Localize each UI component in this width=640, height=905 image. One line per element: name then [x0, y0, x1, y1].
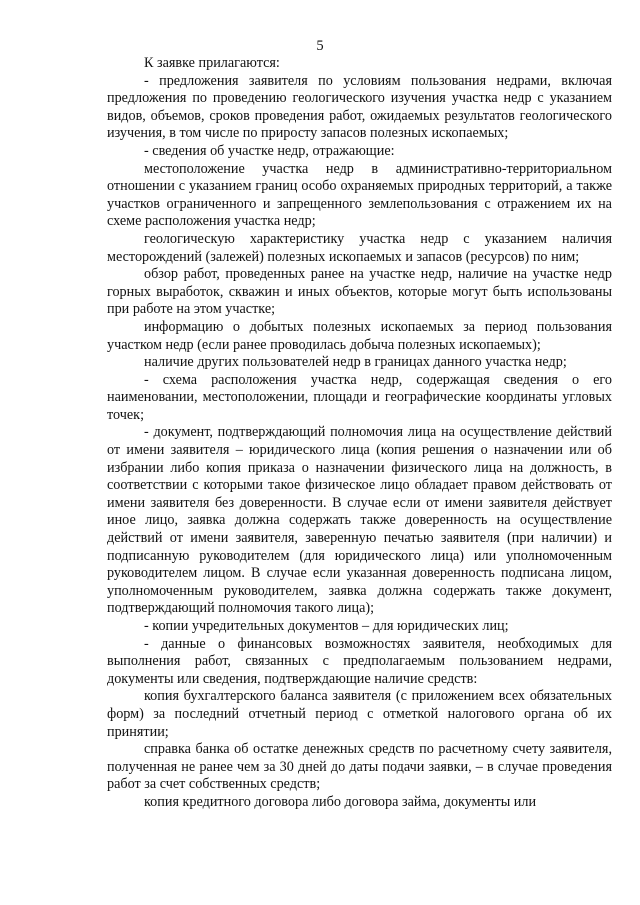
document-body — [107, 55, 612, 812]
paragraph-loan-agreement: копия кредитного договора либо договора займа, документы или — [144, 793, 537, 810]
paragraph-subsoil-use-proposals: - предложения заявителя по условиям пользования недрами, включая предложения по проведению геологического изучения участка недр с указанием видов, объемов, сроков проведения работ, ожидаемых результатов геологического изучения, в том числе по приросту запасов полезных ископаемых; — [107, 72, 612, 142]
paragraph-authority-document: - документ, подтверждающий полномочия лица на осуществление действий от имени заявителя – юридического лица (копия решения о назначении или об избрании либо копия приказа о назначении физического лица на должность, в соответствии с которыми такое физическое лицо обладает правом действовать от имени заявителя без доверенности. В случае если от имени заявителя действует иное лицо, заявка должна содержать также доверенность на осуществление действий от имени заявителя, заверенную печатью заявителя (при наличии) и подписанную руководителем (для юридического лица) или уполномоченным руководителем лицом. В случае если указанная доверенность подписана лицом, уполномоченным руководителем, заявка должна содержать также документ, подтверждающий полномочия такого лица); — [107, 424, 612, 617]
paragraph-founding-documents: - копии учредительных документов – для юридических лиц; — [144, 618, 509, 634]
paragraph-site-layout-scheme: - схема расположения участка недр, содержащая сведения о его наименовании, местоположении, площади и географические координаты угловых точек; — [107, 371, 612, 423]
paragraph-attachments-intro: К заявке прилагаются: — [144, 55, 280, 71]
paragraph-site-location: местоположение участка недр в административно-территориальном отношении с указанием границ особо охраняемых природных территорий, а также участков ограниченного и запрещенного землепользования с отражением их на схеме расположения участка недр; — [107, 160, 612, 230]
paragraph-other-users: наличие других пользователей недр в границах данного участка недр; — [144, 354, 567, 371]
paragraph-balance-sheet: копия бухгалтерского баланса заявителя (с приложением всех обязательных форм) за последний отчетный период с отметкой налогового органа об их принятии; — [107, 688, 612, 740]
paragraph-extracted-minerals: информацию о добытых полезных ископаемых за период пользования участком недр (если ранее проводилась добыча полезных ископаемых); — [107, 318, 612, 353]
paragraph-previous-works-review: обзор работ, проведенных ранее на участке недр, наличие на участке недр горных выработок, скважин и иных объектов, которые могут быть использованы при работе на этом участке; — [107, 266, 612, 318]
paragraph-geological-characteristics: геологическую характеристику участка недр с указанием наличия месторождений (залежей) полезных ископаемых и запасов (ресурсов) по ним; — [107, 230, 612, 265]
paragraph-financial-capabilities: - данные о финансовых возможностях заявителя, необходимых для выполнения работ, связанных с предполагаемым пользованием недрами, документы или сведения, подтверждающие наличие средств: — [107, 635, 612, 687]
paragraph-bank-statement: справка банка об остатке денежных средств по расчетному счету заявителя, полученная не ранее чем за 30 дней до даты подачи заявки, – в случае проведения работ за счет собственных средств; — [107, 741, 612, 793]
paragraph-site-info-heading: - сведения об участке недр, отражающие: — [144, 142, 395, 159]
page-number: 5 — [316, 38, 324, 54]
